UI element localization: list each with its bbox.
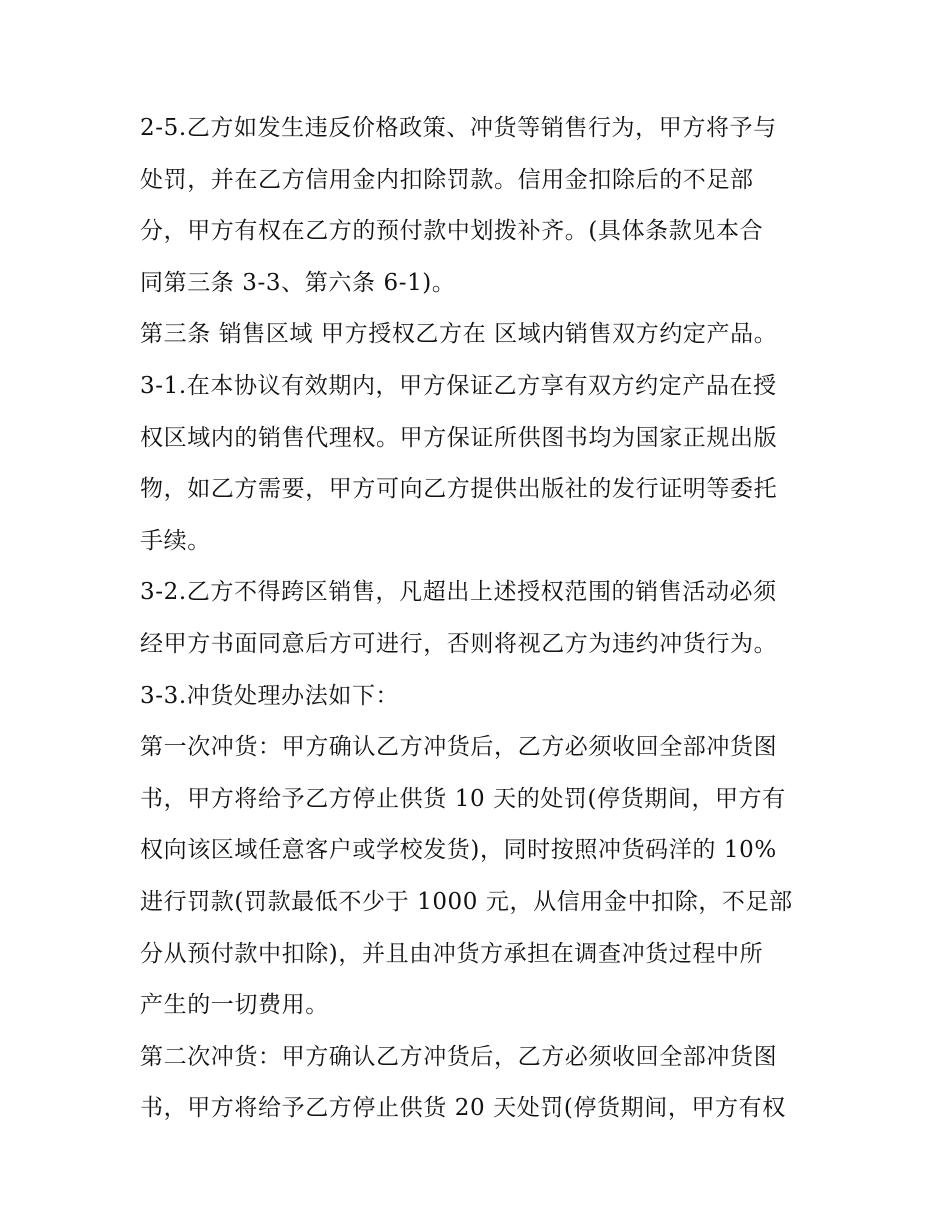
text-line: 产生的一切费用。: [140, 992, 329, 1019]
text-line: 经甲方书面同意后方可进行，否则将视乙方为违约冲货行为。: [140, 630, 778, 657]
text-line: 3-1.在本协议有效期内，甲方保证乙方享有双方约定产品在授: [140, 372, 777, 399]
text-line: 第二次冲货：甲方确认乙方冲货后，乙方必须收回全部冲货图: [140, 1043, 778, 1070]
text-line: 书，甲方将给予乙方停止供货 10 天的处罚(停货期间，甲方有: [140, 785, 786, 812]
text-line: 同第三条 3-3、第六条 6-1)。: [140, 269, 456, 296]
text-line: 权区域内的销售代理权。甲方保证所供图书均为国家正规出版: [140, 424, 778, 451]
text-line: 权向该区域任意客户或学校发货)，同时按照冲货码洋的 10%: [140, 837, 777, 864]
section-heading-line: 第三条 销售区域 甲方授权乙方在 区域内销售双方约定产品。: [140, 321, 778, 348]
text-line: 分，甲方有权在乙方的预付款中划拨补齐。(具体条款见本合: [140, 218, 764, 245]
text-line: 物，如乙方需要，甲方可向乙方提供出版社的发行证明等委托: [140, 476, 778, 503]
text-line: 第一次冲货：甲方确认乙方冲货后，乙方必须收回全部冲货图: [140, 734, 778, 761]
text-line: 3-3.冲货处理办法如下：: [140, 682, 400, 709]
document-page: [140, 103, 820, 1135]
text-line: 书，甲方将给予乙方停止供货 20 天处罚(停货期间，甲方有权: [140, 1095, 786, 1122]
text-line: 2-5.乙方如发生违反价格政策、冲货等销售行为，甲方将予与: [140, 115, 777, 141]
text-line: 分从预付款中扣除)，并且由冲货方承担在调查冲货过程中所: [140, 940, 764, 967]
text-line: 3-2.乙方不得跨区销售，凡超出上述授权范围的销售活动必须: [140, 579, 777, 606]
text-line: 处罚，并在乙方信用金内扣除罚款。信用金扣除后的不足部: [140, 166, 754, 193]
text-line: 手续。: [140, 527, 211, 554]
text-line: 进行罚款(罚款最低不少于 1000 元，从信用金中扣除，不足部: [140, 888, 793, 915]
